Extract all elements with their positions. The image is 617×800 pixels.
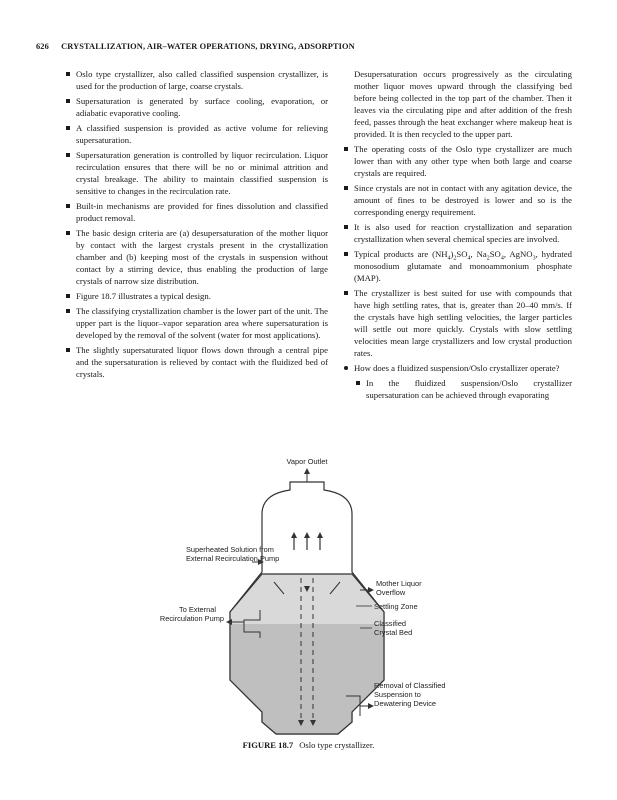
bullet-item: Figure 18.7 illustrates a typical design.: [62, 290, 328, 302]
bullet-item: Since crystals are not in contact with any agitation device, the amount of fines to be destroyed is lower and so is the corresponding energy requirement.: [340, 182, 572, 218]
typical-products-item: Typical products are $(NH_4)_2SO_4$, $Na_2SO_4$, AgNO$_3$, hydrated monosodium glutamate and monoammonium phosphate (MAP).: [340, 248, 572, 284]
to-external-label-2: Recirculation Pump: [160, 614, 224, 623]
superheated-label-2: External Recirculation Pump: [186, 554, 280, 563]
right-column: [340, 68, 572, 404]
removal-label-3: Dewatering Device: [374, 699, 437, 708]
bullet-item: Supersaturation is generated by surface cooling, evaporation, or adiabatic evaporative cooling.: [62, 95, 328, 119]
bullet-item: The operating costs of the Oslo type crystallizer are much lower than with any other type when both large and coarse crystals are required.: [340, 143, 572, 179]
bullet-item: The classifying crystallization chamber is the lower part of the unit. The upper part is the liquor–vapor separation area where supersaturation is developed by the removal of the solvent (water for most applications).: [62, 305, 328, 341]
caption-text: Oslo type crystallizer.: [299, 740, 375, 750]
crystal-bed-label-2: Crystal Bed: [374, 628, 413, 637]
question-item: How does a fluidized suspension/Oslo crystallizer operate?: [340, 362, 572, 374]
answer-item: In the fluidized suspension/Oslo crystallizer supersaturation can be achieved through evaporating: [340, 377, 572, 401]
bullet-item: Supersaturation generation is controlled by liquor recirculation. Liquor recirculation ensures that there will be no or minimal attrition and crystal breakage. The ability to maintain classified suspension is sensitive to changes in the recirculation rate.: [62, 149, 328, 197]
crystal-bed-label-1: Classified: [374, 619, 407, 628]
removal-label-2: Suspension to: [374, 690, 421, 699]
crystal-bed-region: [230, 624, 384, 734]
oslo-crystallizer-figure: [160, 452, 460, 745]
figure-caption: [0, 740, 617, 750]
superheated-label-1: Superheated Solution from: [186, 545, 274, 554]
settling-zone-label: Settling Zone: [374, 602, 418, 611]
left-column: [62, 68, 328, 383]
bullet-item: The basic design criteria are (a) desupersaturation of the mother liquor by contact with the largest crystals present in the crystallization chamber and (b) keeping most of the crystals in suspension without contact by a stirring device, thus enabling the production of large crystals of narrow size distribution.: [62, 227, 328, 287]
bullet-item: It is also used for reaction crystallization and separation crystallization when several chemical species are involved.: [340, 221, 572, 245]
mother-liquor-label-1: Mother Liquor: [376, 579, 422, 588]
bullet-item: The slightly supersaturated liquor flows down through a central pipe and the supersaturation is relieved by contact with the fluidized bed of crystals.: [62, 344, 328, 380]
mother-liquor-label-2: Overflow: [376, 588, 406, 597]
running-title: CRYSTALLIZATION, AIR–WATER OPERATIONS, DRYING, ADSORPTION: [61, 42, 355, 51]
bullet-item: Built-in mechanisms are provided for fines dissolution and classified product removal.: [62, 200, 328, 224]
to-external-label-1: To External: [179, 605, 216, 614]
continued-paragraph: Desupersaturation occurs progressively as the circulating mother liquor moves upward through the classifying bed before being collected in the top part of the chamber. Then it leaves via the circulating pipe and after addition of the fresh feed, passes through the heat exchanger where makeup heat is provided. It is then recycled to the upper part.: [354, 69, 572, 139]
removal-label-1: Removal of Classified: [374, 681, 446, 690]
running-header: [36, 42, 355, 51]
page-number: 626: [36, 42, 49, 51]
bullet-item: Oslo type crystallizer, also called classified suspension crystallizer, is used for the production of large, coarse crystals.: [62, 68, 328, 92]
caption-label: FIGURE 18.7: [242, 740, 294, 750]
crystallizer-diagram: [160, 452, 460, 740]
bullet-item: The crystallizer is best suited for use with compounds that have high settling rates, that is, greater than 20–40 mm/s. If the crystals have high settling velocities, the larger particles will settle out more quickly. Crystals with slow settling velocities mean large crystallizers and low crystal production rates.: [340, 287, 572, 359]
vapor-outlet-label: Vapor Outlet: [286, 457, 328, 466]
bullet-item: A classified suspension is provided as active volume for relieving supersaturation.: [62, 122, 328, 146]
